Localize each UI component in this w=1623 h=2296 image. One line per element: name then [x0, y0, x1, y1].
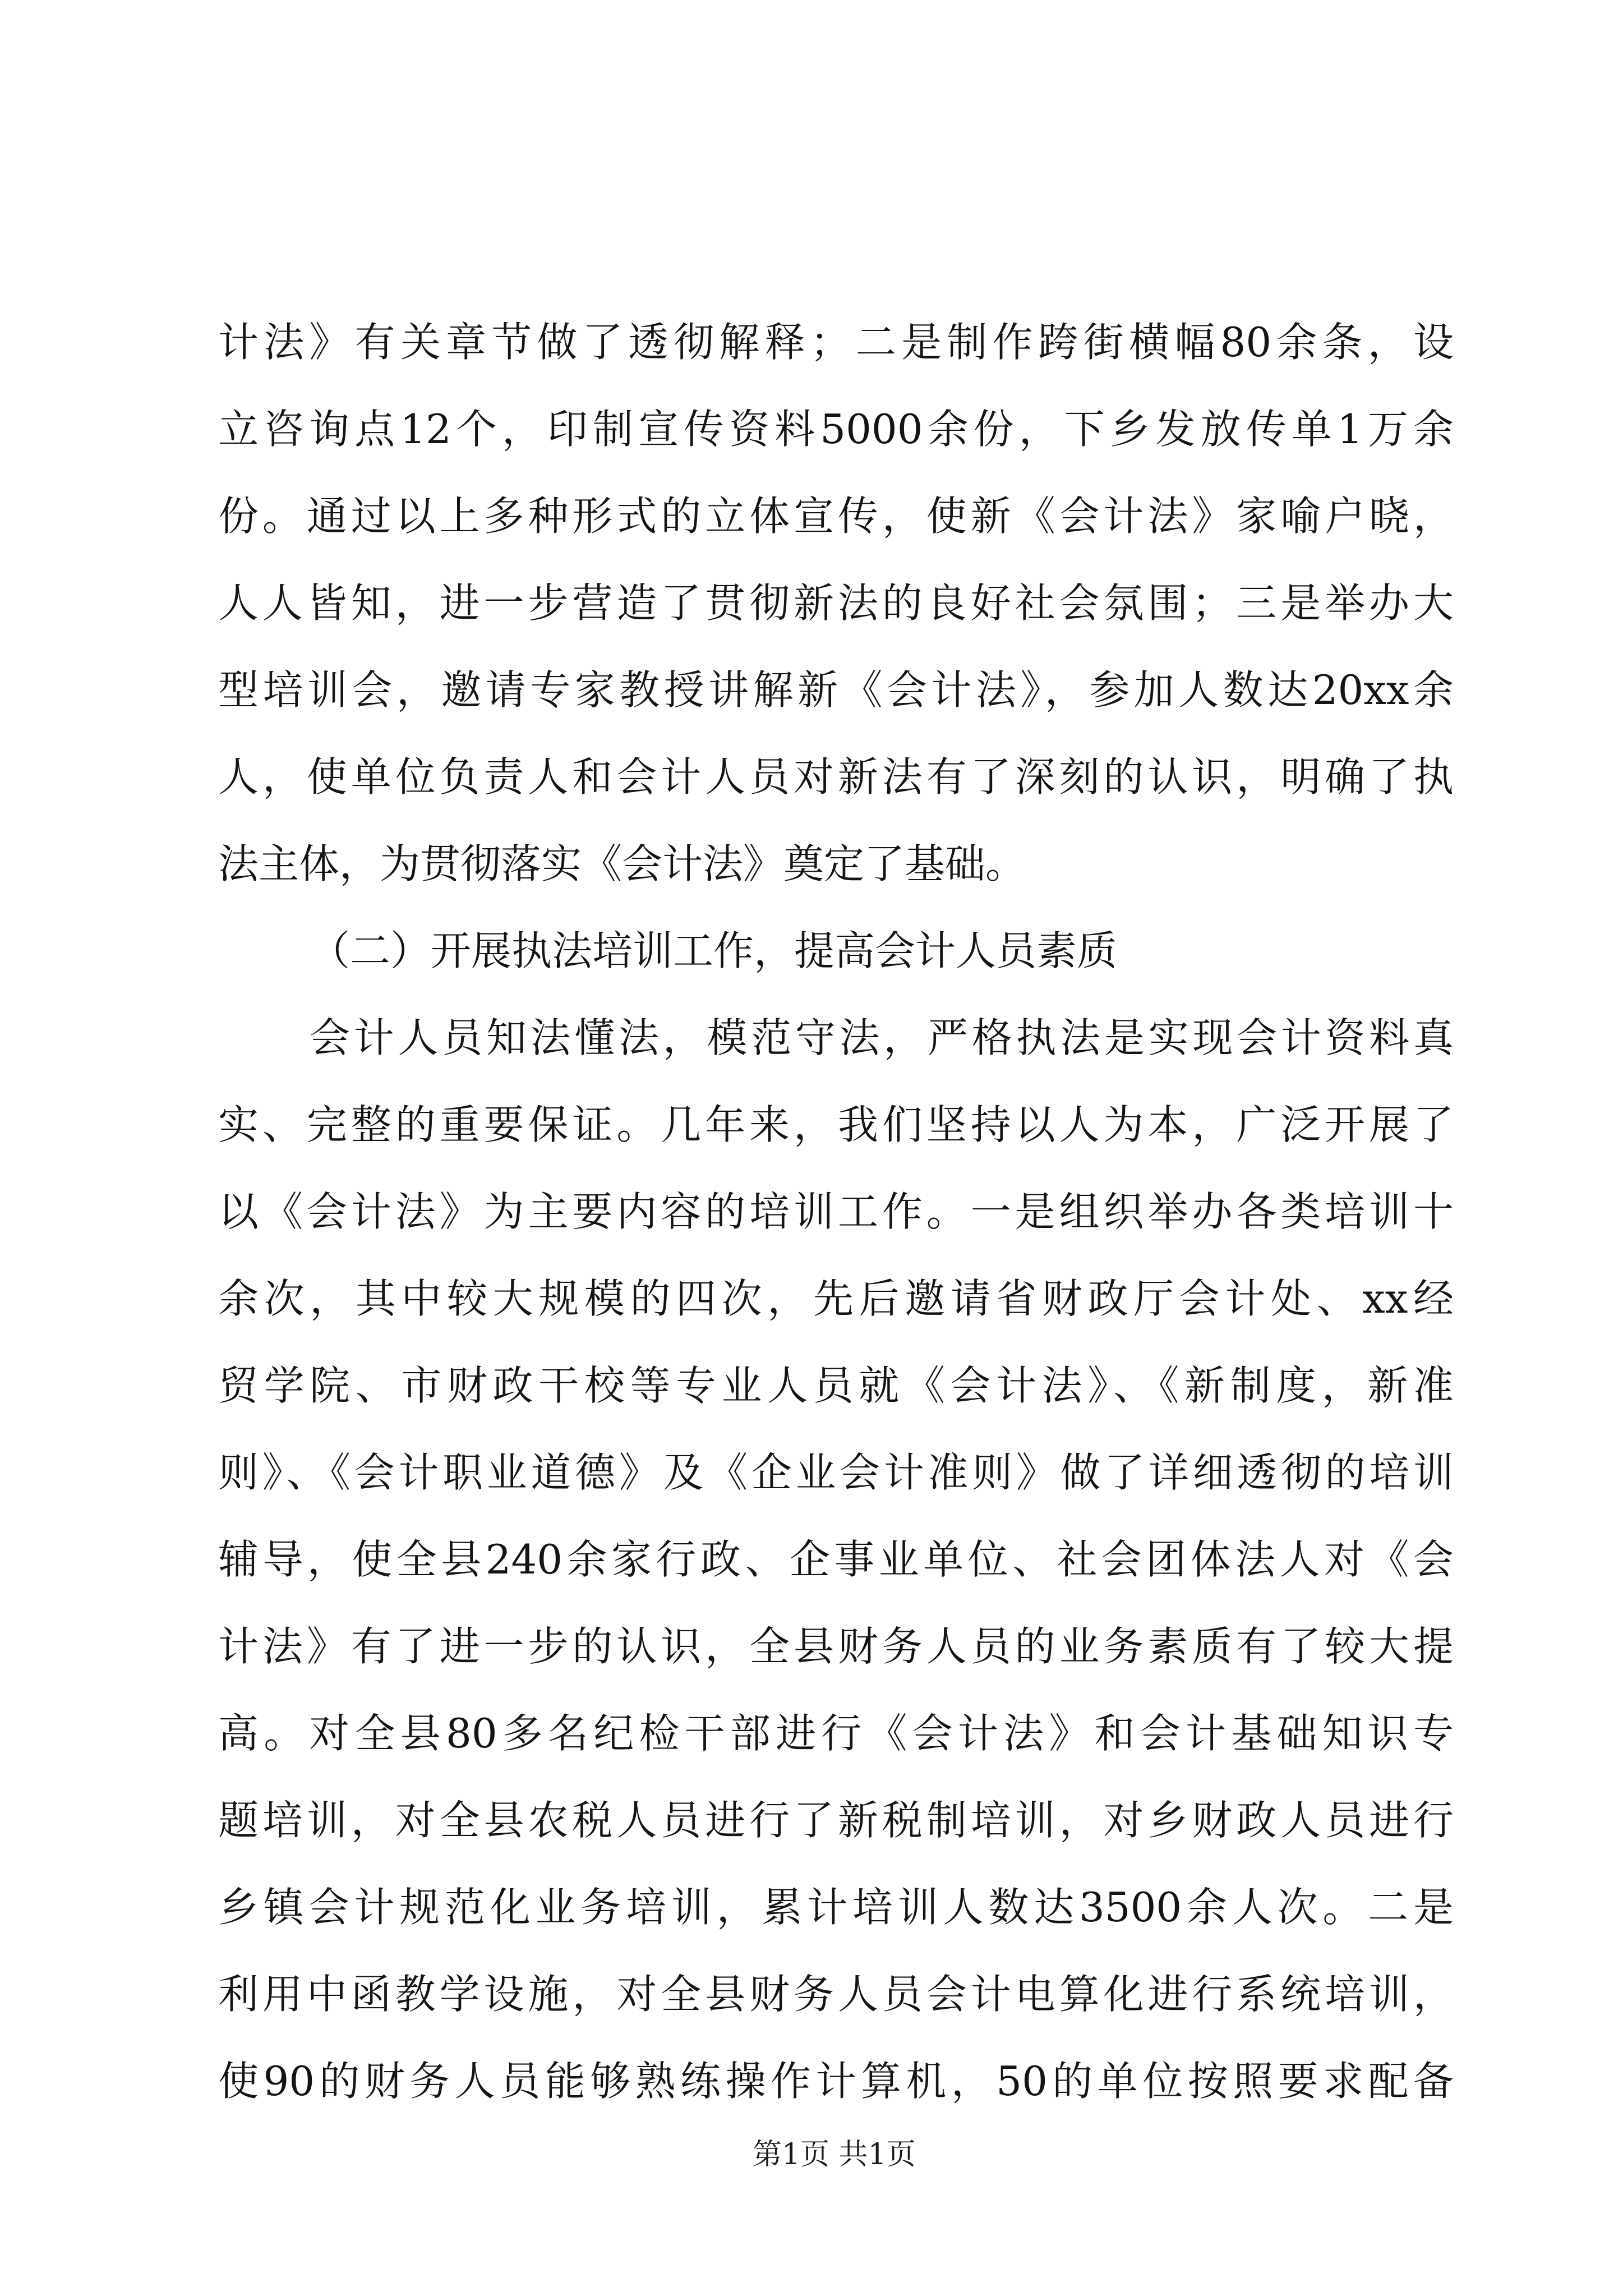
text-line: 份。通过以上多种形式的立体宣传，使新《会计法》家喻户晓，: [218, 493, 1454, 540]
text-line: 法主体，为贯彻落实《会计法》奠定了基础。: [218, 840, 1026, 887]
text-line: 人，使单位负责人和会计人员对新法有了深刻的认识，明确了执: [218, 753, 1454, 800]
text-line: 会计人员知法懂法，模范守法，严格执法是实现会计资料真: [310, 1014, 1454, 1061]
text-line: 立咨询点12个，印制宣传资料5000余份，下乡发放传单1万余: [218, 406, 1454, 453]
text-line: 以《会计法》为主要内容的培训工作。一是组织举办各类培训十: [218, 1188, 1454, 1235]
text-line: 余次，其中较大规模的四次，先后邀请省财政厅会计处、xx经: [218, 1275, 1454, 1322]
text-line: 高。对全县80多名纪检干部进行《会计法》和会计基础知识专: [218, 1710, 1454, 1757]
text-line: 计法》有关章节做了透彻解释；二是制作跨街横幅80余条，设: [218, 319, 1454, 366]
text-line: 利用中函教学设施，对全县财务人员会计电算化进行系统培训，: [218, 1971, 1454, 2018]
section-heading: （二）开展执法培训工作，提高会计人员素质: [310, 927, 1118, 974]
text-line: 乡镇会计规范化业务培训，累计培训人数达3500余人次。二是: [218, 1884, 1454, 1931]
text-line: 计法》有了进一步的认识，全县财务人员的业务素质有了较大提: [218, 1623, 1454, 1670]
body-text: [218, 299, 1454, 2125]
text-line: 人人皆知，进一步营造了贯彻新法的良好社会氛围；三是举办大: [218, 579, 1454, 627]
text-line: 型培训会，邀请专家教授讲解新《会计法》，参加人数达20xx余: [218, 666, 1454, 714]
page-number-footer: 第1页 共1页: [753, 2138, 916, 2171]
text-line: 辅导，使全县240余家行政、企事业单位、社会团体法人对《会: [218, 1536, 1454, 1583]
text-line: 贸学院、市财政干校等专业人员就《会计法》、《新制度，新准: [218, 1362, 1454, 1409]
text-line: 题培训，对全县农税人员进行了新税制培训，对乡财政人员进行: [218, 1797, 1454, 1844]
text-line: 实、完整的重要保证。几年来，我们坚持以人为本，广泛开展了: [218, 1101, 1454, 1148]
text-line: 使90的财务人员能够熟练操作计算机，50的单位按照要求配备: [218, 2058, 1454, 2105]
text-line: 则》、《会计职业道德》及《企业会计准则》做了详细透彻的培训: [218, 1449, 1454, 1496]
